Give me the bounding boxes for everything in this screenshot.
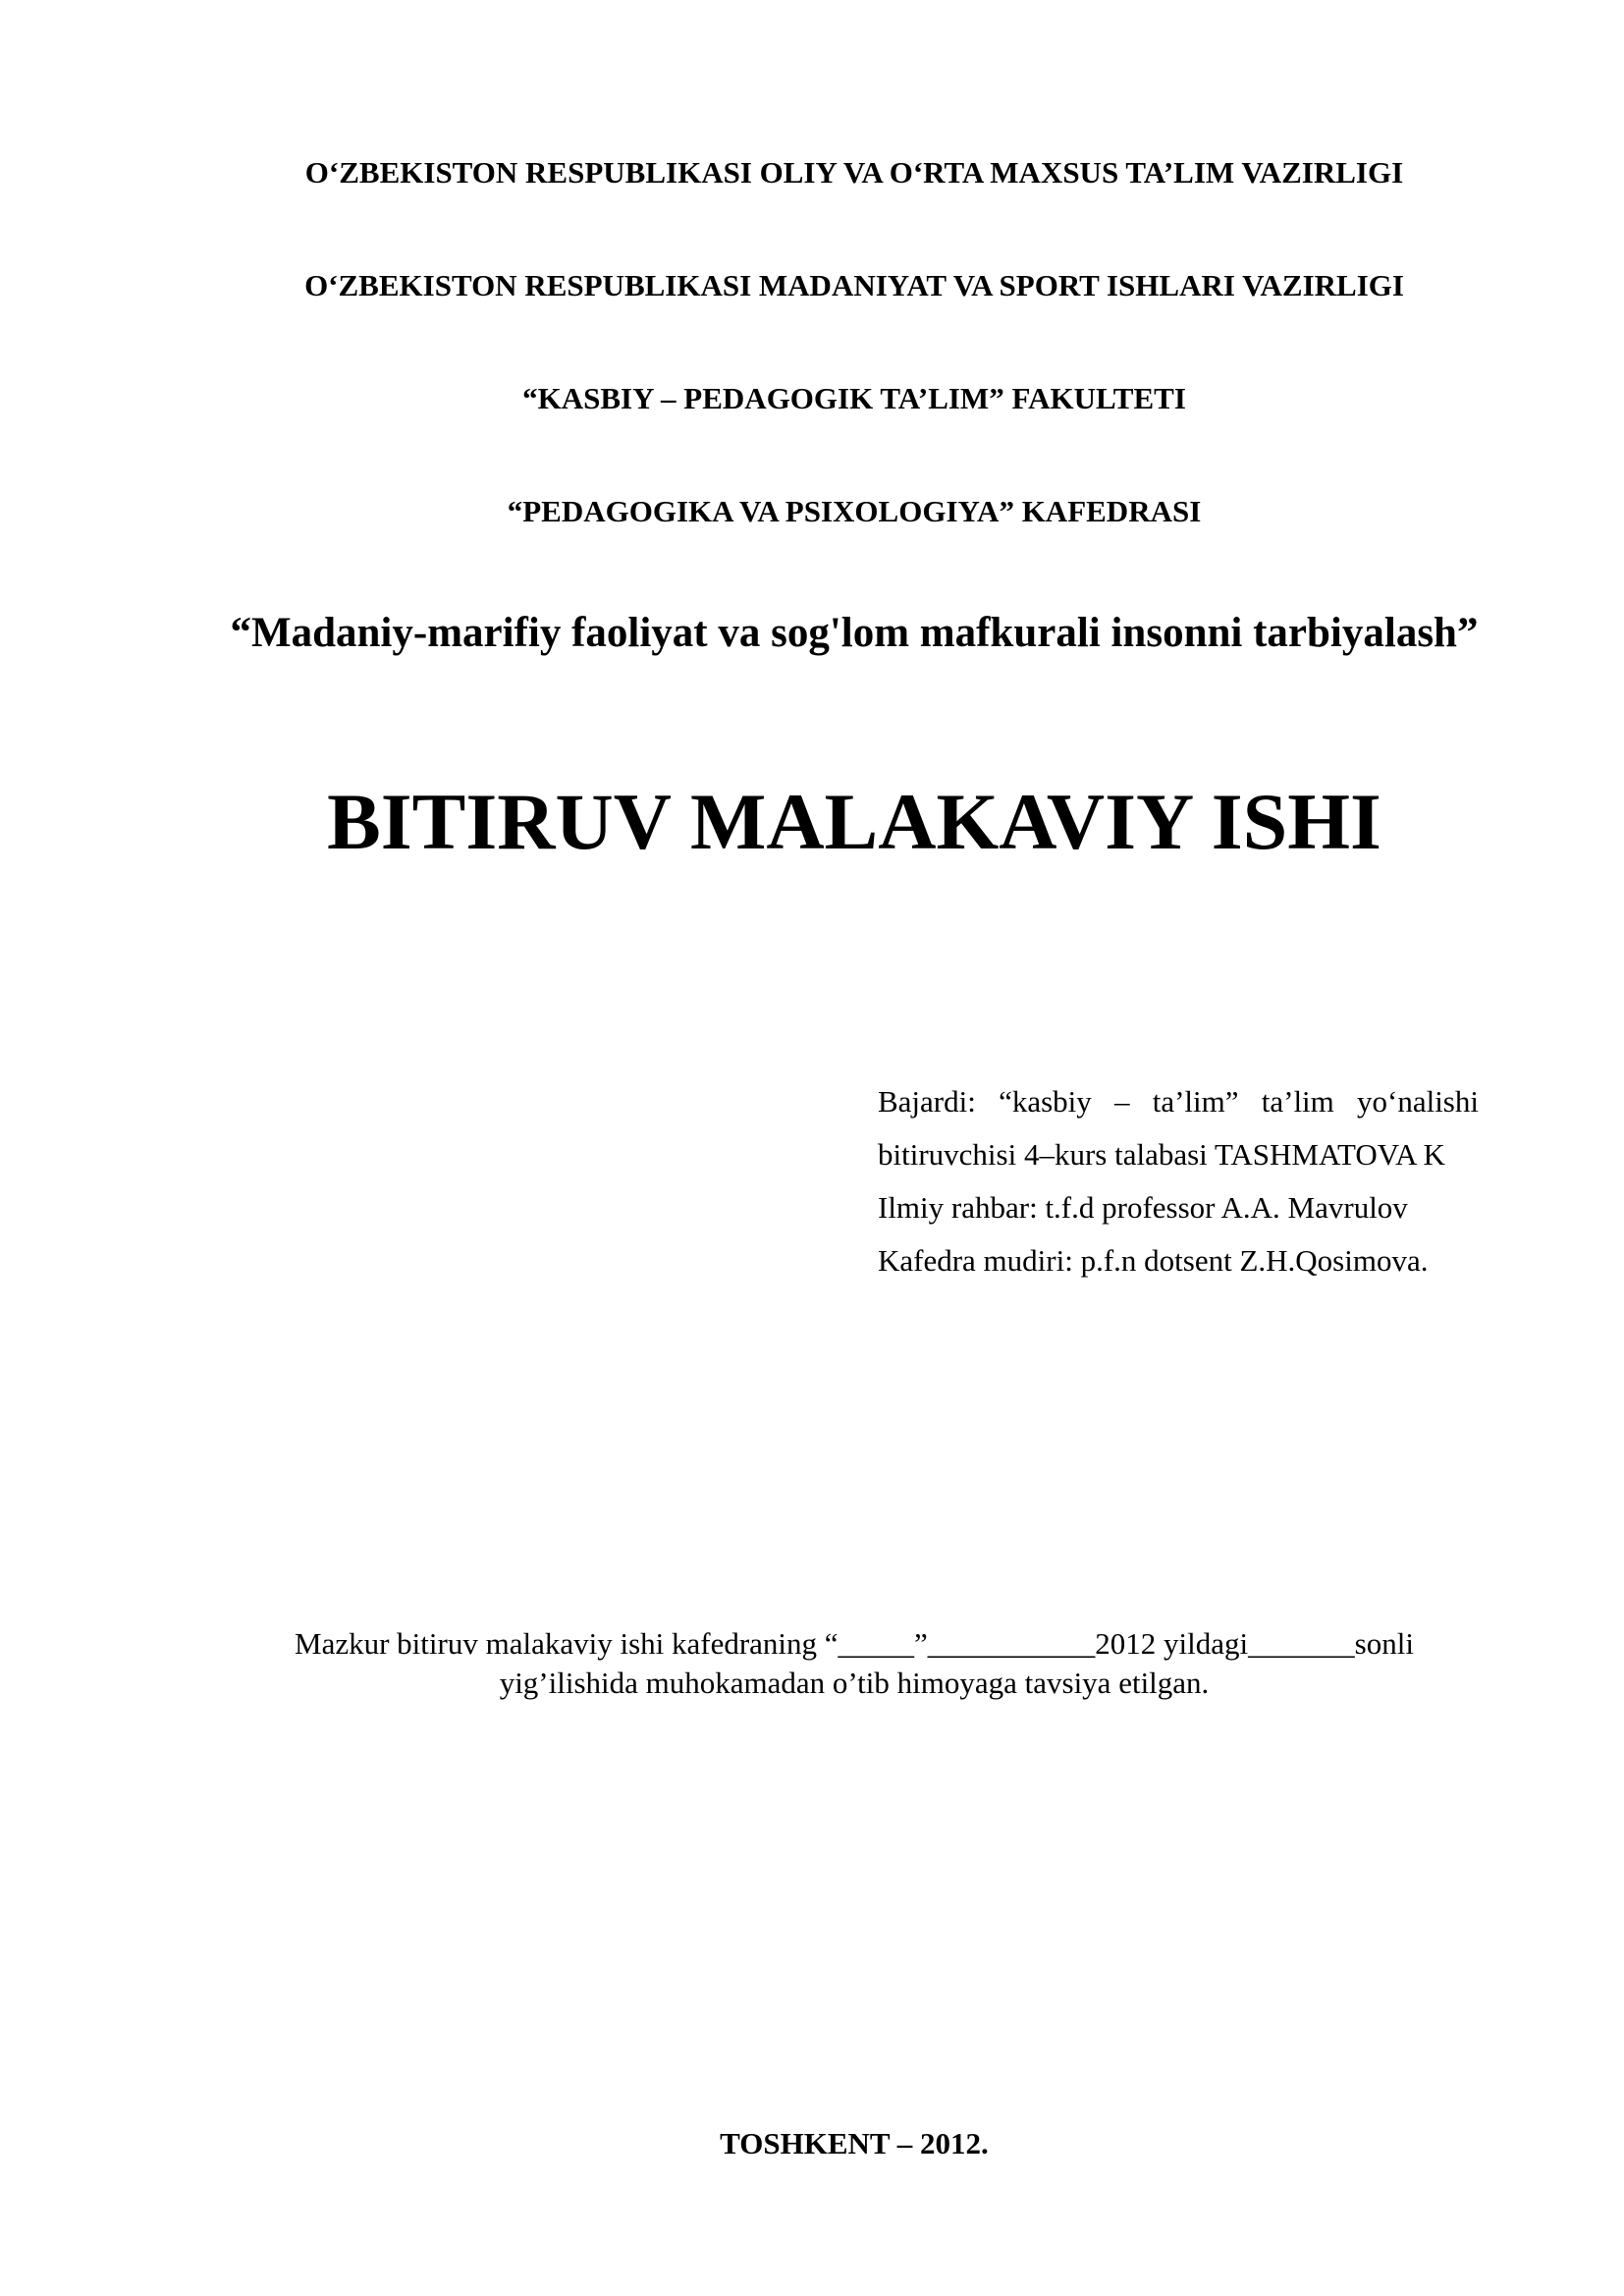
author-info-block [878, 1075, 1479, 1287]
approval-line: yig’ilishida muhokamadan o’tib himoyaga tavsiya etilgan. [499, 1666, 1210, 1700]
ministry-heading-1: O‘ZBEKISTON RESPUBLIKASI OLIY VA O‘RTA MAXSUS TA’LIM VAZIRLIGI [304, 155, 1404, 190]
department-head-line: Kafedra mudiri: p.f.n dotsent Z.H.Qosimova. [878, 1243, 1429, 1278]
author-info-line: Bajardi: “kasbiy – ta’lim” ta’lim yo‘nalishi [878, 1084, 1479, 1119]
supervisor-line: Ilmiy rahbar: t.f.d professor A.A. Mavrulov [878, 1190, 1408, 1225]
ministry-heading-2: O‘ZBEKISTON RESPUBLIKASI MADANIYAT VA SPORT ISHLARI VAZIRLIGI [304, 268, 1404, 302]
department-heading: “PEDAGOGIKA VA PSIXOLOGIYA” KAFEDRASI [507, 494, 1202, 528]
faculty-heading: “KASBIY – PEDAGOGIK TA’LIM” FAKULTETI [522, 381, 1186, 415]
approval-note [0, 1624, 1624, 1703]
city-year-footer: TOSHKENT – 2012. [720, 2126, 989, 2160]
document-title: BITIRUV MALAKAVIY ISHI [327, 777, 1381, 866]
thesis-topic: “Madaniy-marifiy faoliyat va sog'lom mafkurali insonni tarbiyalash” [230, 610, 1479, 656]
approval-line: Mazkur bitiruv malakaviy ishi kafedraning “_____”___________2012 yildagi_______sonli [295, 1626, 1414, 1661]
author-info-line: bitiruvchisi 4–kurs talabasi TASHMATOVA K [878, 1137, 1445, 1172]
